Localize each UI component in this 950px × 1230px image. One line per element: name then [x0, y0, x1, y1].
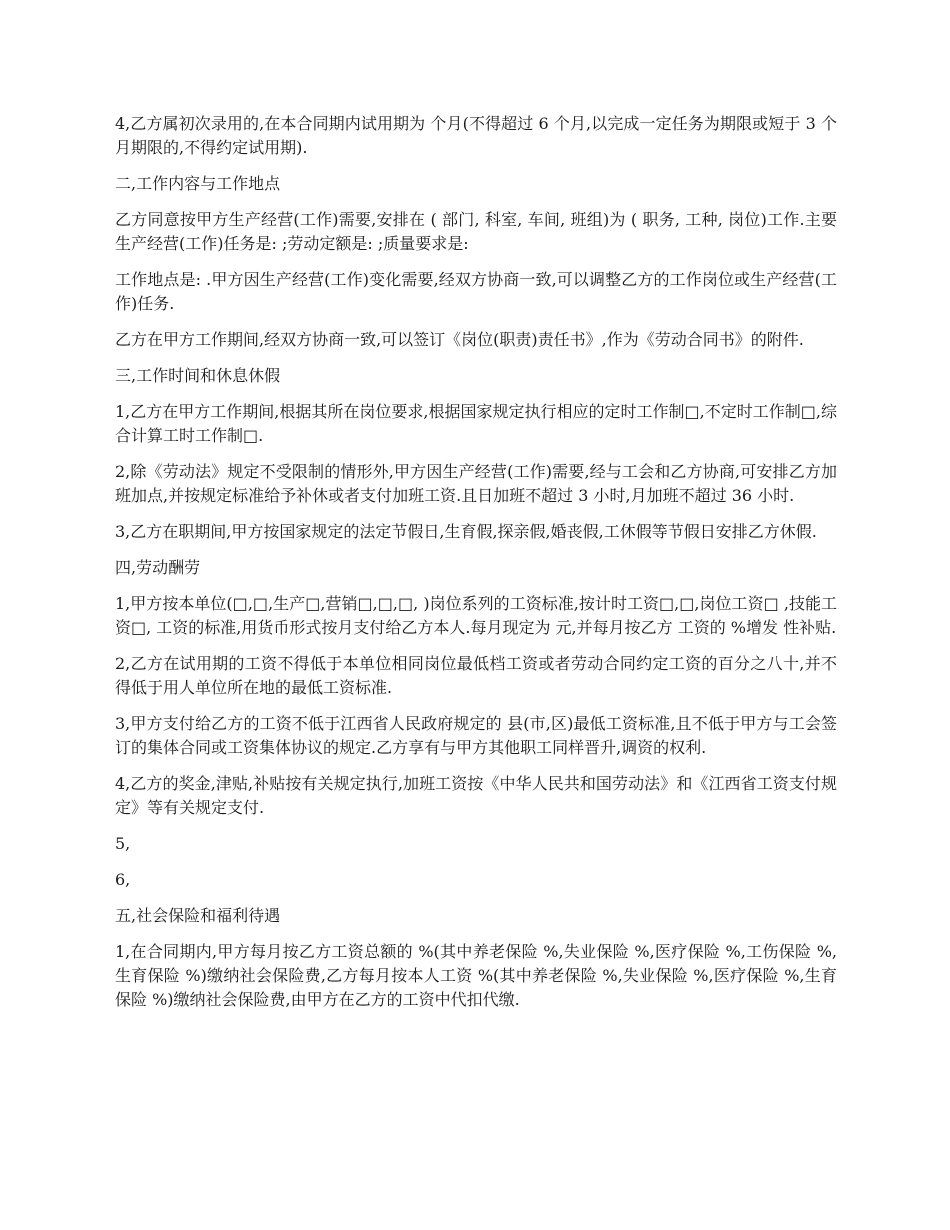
clause-paragraph: 乙方在甲方工作期间,经双方协商一致,可以签订《岗位(职责)责任书》,作为《劳动合同书》的附件. — [115, 330, 804, 349]
section-heading: 五,社会保险和福利待遇 — [115, 906, 281, 925]
clause-paragraph: 1,乙方在甲方工作期间,根据其所在岗位要求,根据国家规定执行相应的定时工作制□,不定时工作制□,综合计算工时工作制□. — [115, 402, 837, 445]
clause-paragraph: 5, — [115, 834, 131, 853]
clause-paragraph: 4,乙方的奖金,津贴,补贴按有关规定执行,加班工资按《中华人民共和国劳动法》和《江西省工资支付规定》等有关规定支付. — [115, 774, 837, 817]
clause-paragraph: 3,甲方支付给乙方的工资不低于江西省人民政府规定的 县(市,区)最低工资标准,且不低于甲方与工会签订的集体合同或工资集体协议的规定.乙方享有与甲方其他职工同样晋升,调资的权利. — [115, 714, 837, 757]
clause-paragraph: 6, — [115, 870, 131, 889]
clause-paragraph: 3,乙方在职期间,甲方按国家规定的法定节假日,生育假,探亲假,婚丧假,工休假等节假日安排乙方休假. — [115, 522, 817, 541]
section-heading: 四,劳动酬劳 — [115, 558, 201, 577]
section-heading: 二,工作内容与工作地点 — [115, 174, 281, 193]
clause-paragraph: 乙方同意按甲方生产经营(工作)需要,安排在 ( 部门, 科室, 车间, 班组)为 ( 职务, 工种, 岗位)工作.主要生产经营(工作)任务是: ;劳动定额是: ;质量要求是: — [115, 210, 837, 253]
clause-paragraph: 工作地点是: .甲方因生产经营(工作)变化需要,经双方协商一致,可以调整乙方的工作岗位或生产经营(工作)任务. — [115, 270, 837, 313]
clause-paragraph: 4,乙方属初次录用的,在本合同期内试用期为 个月(不得超过 6 个月,以完成一定任务为期限或短于 3 个月期限的,不得约定试用期). — [115, 114, 837, 157]
clause-paragraph: 1,甲方按本单位(□,□,生产□,营销□,□,□, )岗位系列的工资标准,按计时工资□,□,岗位工资□ ,技能工资□, 工资的标准,用货币形式按月支付给乙方本人.每月现定为 元,并每月按乙方 工资的 %增发 性补贴. — [115, 594, 837, 637]
document-body — [115, 112, 837, 1024]
section-heading: 三,工作时间和休息休假 — [115, 366, 281, 385]
clause-paragraph: 1,在合同期内,甲方每月按乙方工资总额的 %(其中养老保险 %,失业保险 %,医疗保险 %,工伤保险 %,生育保险 %)缴纳社会保险费,乙方每月按本人工资 %(其中养老保险 %,失业保险 %,医疗保险 %,生育保险 %)缴纳社会保险费,由甲方在乙方的工资中代扣代缴. — [115, 942, 837, 1009]
clause-paragraph: 2,除《劳动法》规定不受限制的情形外,甲方因生产经营(工作)需要,经与工会和乙方协商,可安排乙方加班加点,并按规定标准给予补休或者支付加班工资.且日加班不超过 3 小时,月加班不超过 36 小时. — [115, 462, 837, 505]
clause-paragraph: 2,乙方在试用期的工资不得低于本单位相同岗位最低档工资或者劳动合同约定工资的百分之八十,并不得低于用人单位所在地的最低工资标准. — [115, 654, 837, 697]
